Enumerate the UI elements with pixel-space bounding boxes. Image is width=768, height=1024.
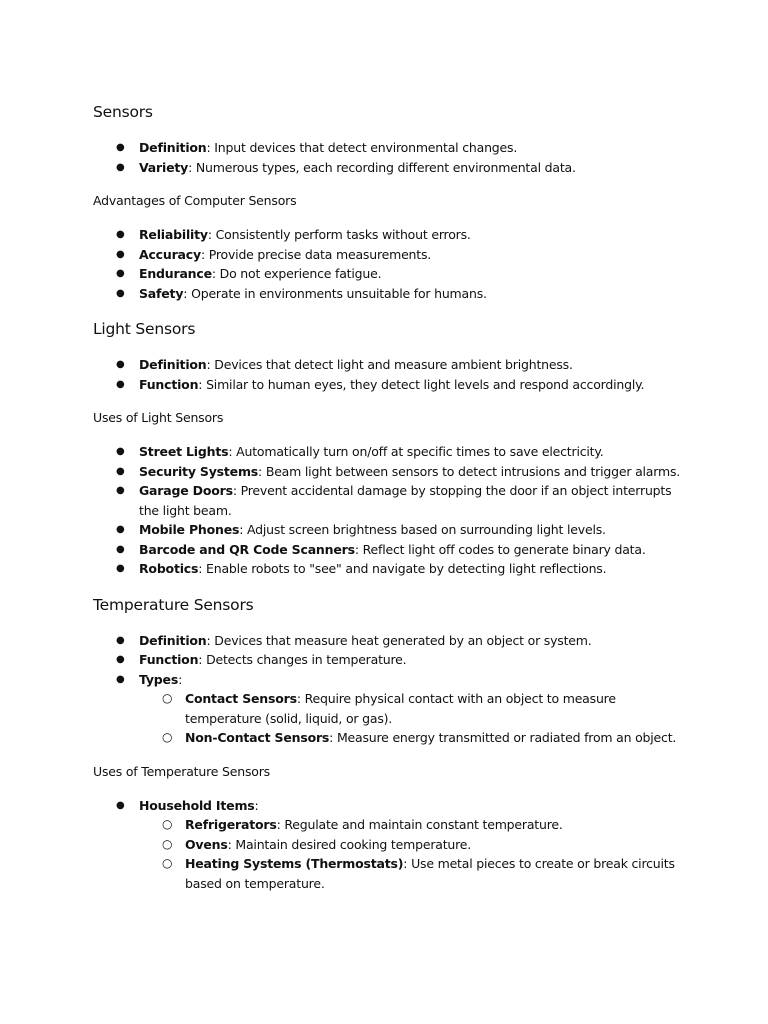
heading-light-sensors: Light Sensors (93, 320, 196, 338)
sensors-list (93, 138, 693, 177)
list-item: ● Safety: Operate in environments unsuitable for humans. (116, 285, 487, 301)
list-item: ● Definition: Devices that detect light and measure ambient brightness. (116, 357, 573, 372)
heading-sensors: Sensors (93, 103, 153, 121)
list-item: ● Garage Doors: Prevent accidental damage by stopping the door if an object interrupts the light beam. (116, 483, 672, 518)
temperature-types-sublist (139, 689, 693, 748)
list-item: ● Reliability: Consistently perform tasks without errors. (116, 227, 471, 242)
list-item: ○ Non-Contact Sensors: Measure energy transmitted or radiated from an object. (162, 730, 677, 745)
heading-temperature-uses: Uses of Temperature Sensors (93, 763, 270, 779)
light-sensors-list (93, 355, 693, 394)
list-item: ● Robotics: Enable robots to "see" and navigate by detecting light reflections. (116, 561, 607, 576)
list-item: ○ Heating Systems (Thermostats): Use metal pieces to create or break circuits based on temperature. (162, 856, 675, 891)
list-item: ○ Contact Sensors: Require physical contact with an object to measure temperature (solid, liquid, or gas). (162, 691, 616, 726)
list-item: ● Street Lights: Automatically turn on/off at specific times to save electricity. (116, 444, 604, 459)
list-item: ● Endurance: Do not experience fatigue. (116, 266, 382, 281)
heading-temperature-sensors: Temperature Sensors (93, 595, 254, 614)
household-items-sublist (139, 815, 693, 893)
list-item: ● Function: Detects changes in temperature. (116, 652, 407, 667)
temperature-sensors-list (93, 631, 693, 748)
list-item: ● Variety: Numerous types, each recording different environmental data. (116, 159, 576, 175)
list-item: ● Security Systems: Beam light between sensors to detect intrusions and trigger alarms. (116, 463, 681, 479)
list-item: ● Definition: Devices that measure heat generated by an object or system. (116, 632, 592, 648)
heading-light-uses: Uses of Light Sensors (93, 410, 224, 425)
document-page (93, 100, 693, 893)
list-item: ● Mobile Phones: Adjust screen brightness based on surrounding light levels. (116, 522, 606, 537)
list-item: ● Accuracy: Provide precise data measurements. (116, 246, 432, 262)
list-item: ● Barcode and QR Code Scanners: Reflect light off codes to generate binary data. (116, 541, 646, 557)
temperature-uses-list (93, 796, 693, 894)
list-item: ● Household Items: ○ Refrigerators: Regulate and maintain constant temperature. ○ Ovens: Maintain desired cooking temperature. ○ Heating Systems (Thermostats): Use metal pieces to create or break circuits based on temperature. (93, 796, 693, 894)
heading-advantages: Advantages of Computer Sensors (93, 193, 297, 208)
advantages-list (93, 225, 693, 303)
list-item: ● Function: Similar to human eyes, they detect light levels and respond accordingly. (116, 376, 645, 392)
list-item: ● Types: ○ Contact Sensors: Require physical contact with an object to measure temperature (solid, liquid, or gas). ○ Non-Contact Sensors: Measure energy transmitted or radiated from an object. (93, 670, 693, 748)
list-item: ○ Ovens: Maintain desired cooking temperature. (162, 836, 472, 852)
list-item: ○ Refrigerators: Regulate and maintain constant temperature. (162, 817, 563, 832)
light-uses-list (93, 442, 693, 579)
list-item: ● Definition: Input devices that detect environmental changes. (116, 140, 518, 155)
